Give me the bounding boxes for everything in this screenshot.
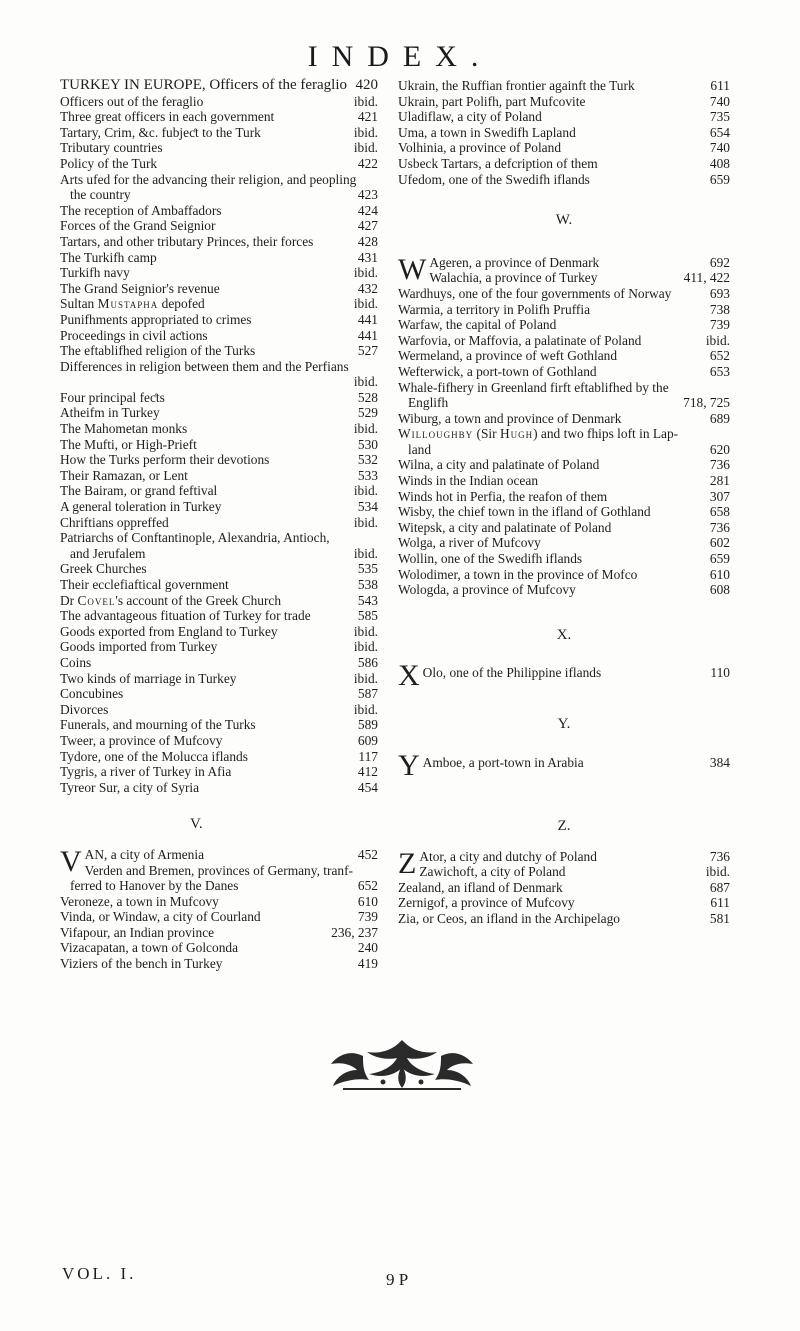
index-entry-x-first (398, 661, 730, 689)
index-entry (398, 895, 730, 911)
index-entry (60, 452, 378, 468)
entry-page: 652 (709, 348, 730, 364)
entry-page: 543 (357, 592, 378, 608)
entry-page: 659 (709, 171, 730, 187)
entry-page: ibid. (353, 639, 378, 655)
index-entry (398, 880, 730, 896)
entry-text: Two kinds of marriage in Turkey (60, 670, 237, 686)
index-entry (60, 109, 378, 125)
entry-page: ibid. (353, 623, 378, 639)
entry-name-sc: Willoughby (398, 426, 474, 442)
index-entry (398, 457, 730, 473)
index-entry (398, 125, 730, 141)
entry-text: Ator, a city and dutchy of Poland (419, 848, 597, 864)
entry-page: 530 (357, 436, 378, 452)
entry-text: Wermeland, a province of weft Gothland (398, 348, 618, 364)
entry-page: 281 (709, 473, 730, 489)
fleuron-ornament-icon (323, 1036, 481, 1092)
index-entry (60, 733, 378, 749)
entry-text: Olo, one of the Philippine iflands (422, 665, 602, 681)
entry-text: Englifh (408, 395, 449, 411)
entry-page: 535 (357, 561, 378, 577)
entry-page: 740 (709, 140, 730, 156)
index-entry (423, 751, 730, 771)
entry-page: ibid. (353, 124, 378, 140)
index-entry-heading (60, 78, 378, 94)
entry-text: The reception of Ambaffadors (60, 202, 222, 218)
entry-text: Proceedings in civil aƈtions (60, 327, 208, 343)
entry-text: Warfaw, the capital of Poland (398, 317, 557, 333)
index-entry (398, 411, 730, 427)
index-entry-z-first (398, 849, 730, 880)
entry-page: 411, 422 (683, 270, 730, 286)
entry-text (60, 296, 348, 312)
entry-page: 423 (357, 187, 378, 203)
index-entry (398, 156, 730, 172)
index-entry (60, 312, 378, 328)
entry-page: ibid. (353, 545, 378, 561)
index-entry (60, 218, 378, 234)
entry-page: 586 (357, 654, 378, 670)
index-entry (60, 281, 378, 297)
entry-text-suffix: depofed (158, 296, 205, 312)
index-entry (398, 172, 730, 188)
entry-text: Concubines (60, 686, 124, 702)
entry-page: 589 (357, 717, 378, 733)
entry-text: The advantageous fituation of Turkey for trade (60, 608, 311, 624)
entry-text: Goods imported from Turkey (60, 639, 218, 655)
entry-page: 532 (357, 452, 378, 468)
entry-page: 421 (357, 109, 378, 125)
entry-name-sc2: Hugh (499, 426, 534, 442)
index-entry (60, 250, 378, 266)
index-entry (60, 172, 378, 188)
index-entries-t (60, 94, 378, 796)
entry-text: ferred to Hanover by the Danes (70, 878, 239, 894)
entry-page: ibid. (353, 140, 378, 156)
entry-text: Goods exported from England to Turkey (60, 623, 278, 639)
index-entry (60, 925, 378, 941)
entry-name-tail: (Sir (473, 426, 500, 442)
entry-page: 307 (709, 488, 730, 504)
index-entry (60, 328, 378, 344)
entry-page: 735 (709, 109, 730, 125)
index-entry (60, 483, 378, 499)
entry-text: Ageren, a province of Denmark (429, 254, 600, 270)
footer-signature: 9 P (386, 1270, 409, 1289)
entry-text: Zealand, an ifland of Denmark (398, 879, 563, 895)
index-entries-v (60, 878, 378, 972)
index-entry-willoughby (398, 426, 730, 442)
index-entry (60, 343, 378, 359)
entry-page: 441 (357, 311, 378, 327)
entry-page: 527 (357, 343, 378, 359)
entry-text: Policy of the Turk (60, 155, 158, 171)
entry-text: AN, a city of Armenia (84, 846, 205, 862)
entry-text: Tributary countries (60, 140, 163, 156)
entry-text: Tyreor Sur, a city of Syria (60, 779, 200, 795)
index-entry (60, 187, 378, 203)
entry-text: Whale-fifhery in Greenland firft eftablifhed by the (398, 379, 669, 395)
index-entry (60, 546, 378, 562)
entry-page: 452 (357, 846, 378, 862)
entry-text: Patriarchs of Conftantinople, Alexandria, Antioch, (60, 530, 330, 546)
entry-text: Warmia, a territory in Polifh Pruffia (398, 301, 591, 317)
index-entry (429, 270, 730, 286)
index-entry (60, 577, 378, 593)
entry-page: 432 (357, 280, 378, 296)
entry-text: Atheifm in Turkey (60, 405, 160, 421)
entry-page: 581 (709, 910, 730, 926)
index-entry (60, 156, 378, 172)
index-entry (60, 140, 378, 156)
entry-text: Funerals, and mourning of the Turks (60, 717, 256, 733)
entry-page: 427 (357, 218, 378, 234)
entry-page: ibid. (705, 864, 730, 880)
page-title: INDEX. (307, 40, 493, 73)
index-entry (398, 317, 730, 333)
section-letter-y: Y. (557, 716, 571, 733)
entry-page: 736 (709, 519, 730, 535)
entry-text: Wolodimer, a town in the province of Mofco (398, 566, 638, 582)
entry-text: The Mufti, or High-Prieft (60, 436, 197, 452)
entry-text: Tartars, and other tributary Princes, their forces (60, 233, 314, 249)
index-entry (60, 686, 378, 702)
index-entry (60, 702, 378, 718)
index-entry (60, 878, 378, 894)
entry-text: Usbeck Tartars, a defcription of them (398, 155, 598, 171)
index-entry (60, 956, 378, 972)
entry-text: Forces of the Grand Seignior (60, 218, 216, 234)
entry-page: 652 (357, 878, 378, 894)
entry-page: 611 (710, 78, 730, 93)
entry-text: Verden and Bremen, provinces of Germany, tranf- (84, 862, 353, 878)
index-entry (423, 661, 730, 681)
index-entry (60, 499, 378, 515)
entry-page: 422 (357, 155, 378, 171)
entry-text: Wolga, a river of Mufcovy (398, 535, 541, 551)
index-entry (398, 140, 730, 156)
entry-text: Arts ufed for the advancing their religion, and peopling (60, 171, 357, 187)
index-entry (419, 849, 730, 865)
entry-text: Officers out of the feraglio (60, 93, 204, 109)
index-entry (398, 286, 730, 302)
entry-page: 441 (357, 327, 378, 343)
entry-page: 420 (355, 77, 378, 93)
entry-page: 611 (710, 895, 730, 911)
entry-page: ibid. (353, 296, 378, 312)
index-entry (398, 489, 730, 505)
entry-page: 658 (709, 504, 730, 520)
index-entry-v-first (60, 847, 378, 878)
entry-text-prefix: Sultan (60, 296, 98, 312)
entry-page: 408 (709, 155, 730, 171)
entry-page: 608 (709, 582, 730, 598)
entry-page: 620 (709, 441, 730, 457)
entry-page: ibid. (353, 374, 378, 390)
entry-text: land (408, 441, 432, 457)
entry-text: The Grand Seignior's revenue (60, 280, 220, 296)
entry-text: Greek Churches (60, 561, 147, 577)
index-entry (429, 255, 730, 271)
index-entry (60, 515, 378, 531)
entry-text: Amboe, a port-town in Arabia (422, 755, 584, 770)
index-entry (60, 561, 378, 577)
entry-text: Ukrain, part Polifh, part Mufcovite (398, 93, 586, 109)
entry-text: Divorces (60, 701, 109, 717)
entry-text: Turkifh navy (60, 265, 130, 281)
entry-text: Chriftians oppreffed (60, 514, 169, 530)
entry-page: ibid. (353, 483, 378, 499)
index-entry (60, 530, 378, 546)
entry-page: ibid. (353, 514, 378, 530)
entry-text: Wefterwick, a port-town of Gothland (398, 363, 597, 379)
entry-text: Their Ramazan, or Lent (60, 467, 188, 483)
entry-page: 689 (709, 410, 730, 426)
entry-text: Ukrain, the Ruffian frontier againft the Turk (398, 78, 635, 93)
section-letter-v: V. (190, 816, 203, 833)
entry-page: ibid. (353, 265, 378, 281)
entry-page: 693 (709, 285, 730, 301)
index-entry (398, 551, 730, 567)
entry-page: 659 (709, 551, 730, 567)
section-letter-x: X. (556, 626, 572, 643)
entry-text: A general toleration in Turkey (60, 499, 222, 515)
entry-page: 587 (357, 686, 378, 702)
entry-page: ibid. (353, 701, 378, 717)
dropcap-w: W (398, 254, 427, 286)
index-entry (60, 749, 378, 765)
entry-page: 718, 725 (683, 395, 730, 411)
index-entry (60, 593, 378, 609)
index-entry-w-first (398, 255, 730, 286)
index-entry (60, 125, 378, 141)
index-entry (398, 473, 730, 489)
index-entry (398, 78, 730, 94)
index-entry (60, 437, 378, 453)
index-entry (398, 504, 730, 520)
index-column-left (60, 78, 378, 972)
entry-text: Uma, a town in Swedifh Lapland (398, 124, 576, 140)
entry-page: 692 (709, 254, 730, 270)
entry-text: Tygris, a river of Turkey in Afia (60, 764, 232, 780)
index-entry (85, 847, 378, 863)
entry-page: 454 (357, 779, 378, 795)
entry-page: 609 (357, 732, 378, 748)
index-entry (60, 940, 378, 956)
dropcap-x: X (398, 661, 420, 690)
index-entry (398, 567, 730, 583)
section-letter-w: W. (555, 212, 573, 229)
entry-page: 240 (357, 940, 378, 956)
entry-page: 529 (357, 405, 378, 421)
index-entry (419, 864, 730, 880)
index-entry (60, 468, 378, 484)
entry-page: 117 (358, 748, 378, 764)
entry-page: 419 (357, 956, 378, 972)
index-entry (60, 764, 378, 780)
entry-text: Zawichoft, a city of Poland (419, 864, 566, 880)
entry-text: Walachia, a province of Turkey (429, 270, 598, 286)
entry-page: 431 (357, 249, 378, 265)
index-entry (60, 421, 378, 437)
entry-page: ibid. (353, 670, 378, 686)
index-entries-w-continued (398, 457, 730, 597)
entry-page: 533 (357, 467, 378, 483)
index-entries-w (398, 286, 730, 426)
entry-text: Their ecclefiaftical government (60, 577, 229, 592)
entry-text: Wardhuys, one of the four governments of Norway (398, 285, 672, 301)
index-entry (398, 395, 730, 411)
index-entry (60, 671, 378, 687)
entry-page: 384 (709, 755, 730, 770)
dropcap-z: Z (398, 848, 417, 880)
entry-text: Three great officers in each government (60, 109, 275, 125)
index-entry (398, 911, 730, 927)
index-entry (60, 655, 378, 671)
entry-text: Zia, or Ceos, an ifland in the Archipelago (398, 910, 620, 926)
entry-page: 412 (357, 764, 378, 780)
entry-text: The eftablifhed religion of the Turks (60, 343, 256, 359)
index-column-right (398, 78, 730, 927)
entry-page: 653 (709, 363, 730, 379)
index-entry (398, 94, 730, 110)
index-entry-y-first (398, 751, 730, 779)
entry-text: Vizacapatan, a town of Golconda (60, 940, 239, 956)
entry-text: Tartary, Crim, &c. fubjeƈt to the Turk (60, 124, 261, 140)
index-entry (60, 265, 378, 281)
entry-text (60, 593, 352, 609)
entry-page: 534 (357, 499, 378, 515)
index-entry (60, 624, 378, 640)
entry-text: Tweer, a province of Mufcovy (60, 732, 223, 748)
entry-text-suffix: 's account of the Greek Church (115, 592, 282, 608)
entry-page: 738 (709, 301, 730, 317)
entry-page: ibid. (353, 421, 378, 437)
entry-text: Punifhments appropriated to crimes (60, 311, 252, 327)
entry-text: Warfovia, or Maffovia, a palatinate of Poland (398, 332, 642, 348)
entry-page: 736 (709, 457, 730, 473)
entry-text: TURKEY IN EUROPE, Officers of the feraglio (60, 77, 348, 93)
entry-page: 610 (709, 566, 730, 582)
entry-page: 739 (357, 909, 378, 925)
index-entry (398, 520, 730, 536)
entry-page: ibid. (353, 93, 378, 109)
entry-page: 424 (357, 202, 378, 218)
entry-text: Veroneze, a town in Mufcovy (60, 893, 219, 909)
index-entry (398, 109, 730, 125)
entry-page: 528 (357, 389, 378, 405)
footer-volume: VOL. I. (62, 1264, 137, 1283)
entry-text: Winds in the Indian ocean (398, 473, 539, 489)
entry-text: The Mahometan monks (60, 421, 188, 437)
index-entry (60, 909, 378, 925)
section-letter-z: Z. (557, 818, 571, 834)
entry-page: 654 (709, 124, 730, 140)
index-entry (398, 535, 730, 551)
entry-text: Viziers of the bench in Turkey (60, 956, 223, 972)
entry-text: The Bairam, or grand feftival (60, 483, 218, 499)
index-entry (60, 717, 378, 733)
index-entry (60, 234, 378, 250)
entry-text: the country (70, 187, 131, 203)
entry-page: 736 (709, 848, 730, 864)
entry-text: Zernigof, a province of Mufcovy (398, 895, 575, 911)
entry-text: Volhinia, a province of Poland (398, 140, 562, 156)
entry-text: Four principal feƈts (60, 389, 165, 405)
index-entries-u (398, 78, 730, 187)
entry-page: 740 (709, 93, 730, 109)
index-entry (398, 442, 730, 458)
entry-page: 538 (357, 577, 378, 592)
entry-text: Differences in religion between them and the Perfians (60, 358, 349, 374)
entry-text: Wiburg, a town and province of Denmark (398, 410, 622, 426)
entry-page: 428 (357, 233, 378, 249)
index-entry (398, 302, 730, 318)
entry-text: Winds hot in Perfia, the reafon of them (398, 488, 608, 504)
index-entry (60, 405, 378, 421)
index-entry (398, 380, 730, 396)
entry-text: Coins (60, 654, 92, 670)
index-entry (60, 296, 378, 312)
entry-text: The Turkifh camp (60, 249, 157, 265)
entry-text: Wisby, the chief town in the ifland of Gothland (398, 504, 651, 520)
index-entries-z (398, 880, 730, 927)
index-entry (60, 94, 378, 110)
dropcap-y: Y (398, 751, 420, 779)
entry-text: and Jerufalem (70, 545, 146, 561)
entry-page: 585 (357, 608, 378, 624)
index-entry (60, 608, 378, 624)
entry-page: ibid. (705, 332, 730, 348)
entry-text: ) and two fhips loft in Lap- (533, 426, 679, 442)
entry-page: 236, 237 (331, 924, 378, 940)
entry-name-sc: Mustapha (97, 296, 159, 312)
index-entry (60, 894, 378, 910)
index-entry (60, 203, 378, 219)
entry-text: Vinda, or Windaw, a city of Courland (60, 909, 261, 925)
entry-page: 687 (709, 879, 730, 895)
index-entry (60, 359, 378, 375)
dropcap-v: V (60, 846, 82, 878)
entry-text: Tydore, one of the Molucca iflands (60, 748, 248, 764)
entry-text: Wollin, one of the Swedifh iflands (398, 551, 583, 567)
index-entry (60, 639, 378, 655)
entry-name-sc: Covel (77, 592, 116, 608)
index-entry (398, 348, 730, 364)
index-entry (60, 374, 378, 390)
index-entry (398, 582, 730, 598)
entry-text: Witepsk, a city and palatinate of Poland (398, 519, 612, 535)
entry-text-prefix: Dr (60, 592, 78, 608)
entry-page: 610 (357, 893, 378, 909)
entry-text: Uladiflaw, a city of Poland (398, 109, 542, 125)
entry-text: Wilna, a city and palatinate of Poland (398, 457, 600, 473)
index-entry (398, 364, 730, 380)
index-entry (60, 390, 378, 406)
index-entry (398, 333, 730, 349)
entry-page: 110 (710, 665, 730, 681)
entry-text: Vifapour, an Indian province (60, 924, 215, 940)
entry-page: 739 (709, 317, 730, 333)
entry-text: How the Turks perform their devotions (60, 452, 270, 468)
entry-page: 602 (709, 535, 730, 551)
index-entry (85, 863, 378, 879)
entry-text: Wologda, a province of Mufcovy (398, 582, 576, 598)
entry-text: Ufedom, one of the Swedifh iflands (398, 171, 590, 187)
index-entry (60, 780, 378, 796)
